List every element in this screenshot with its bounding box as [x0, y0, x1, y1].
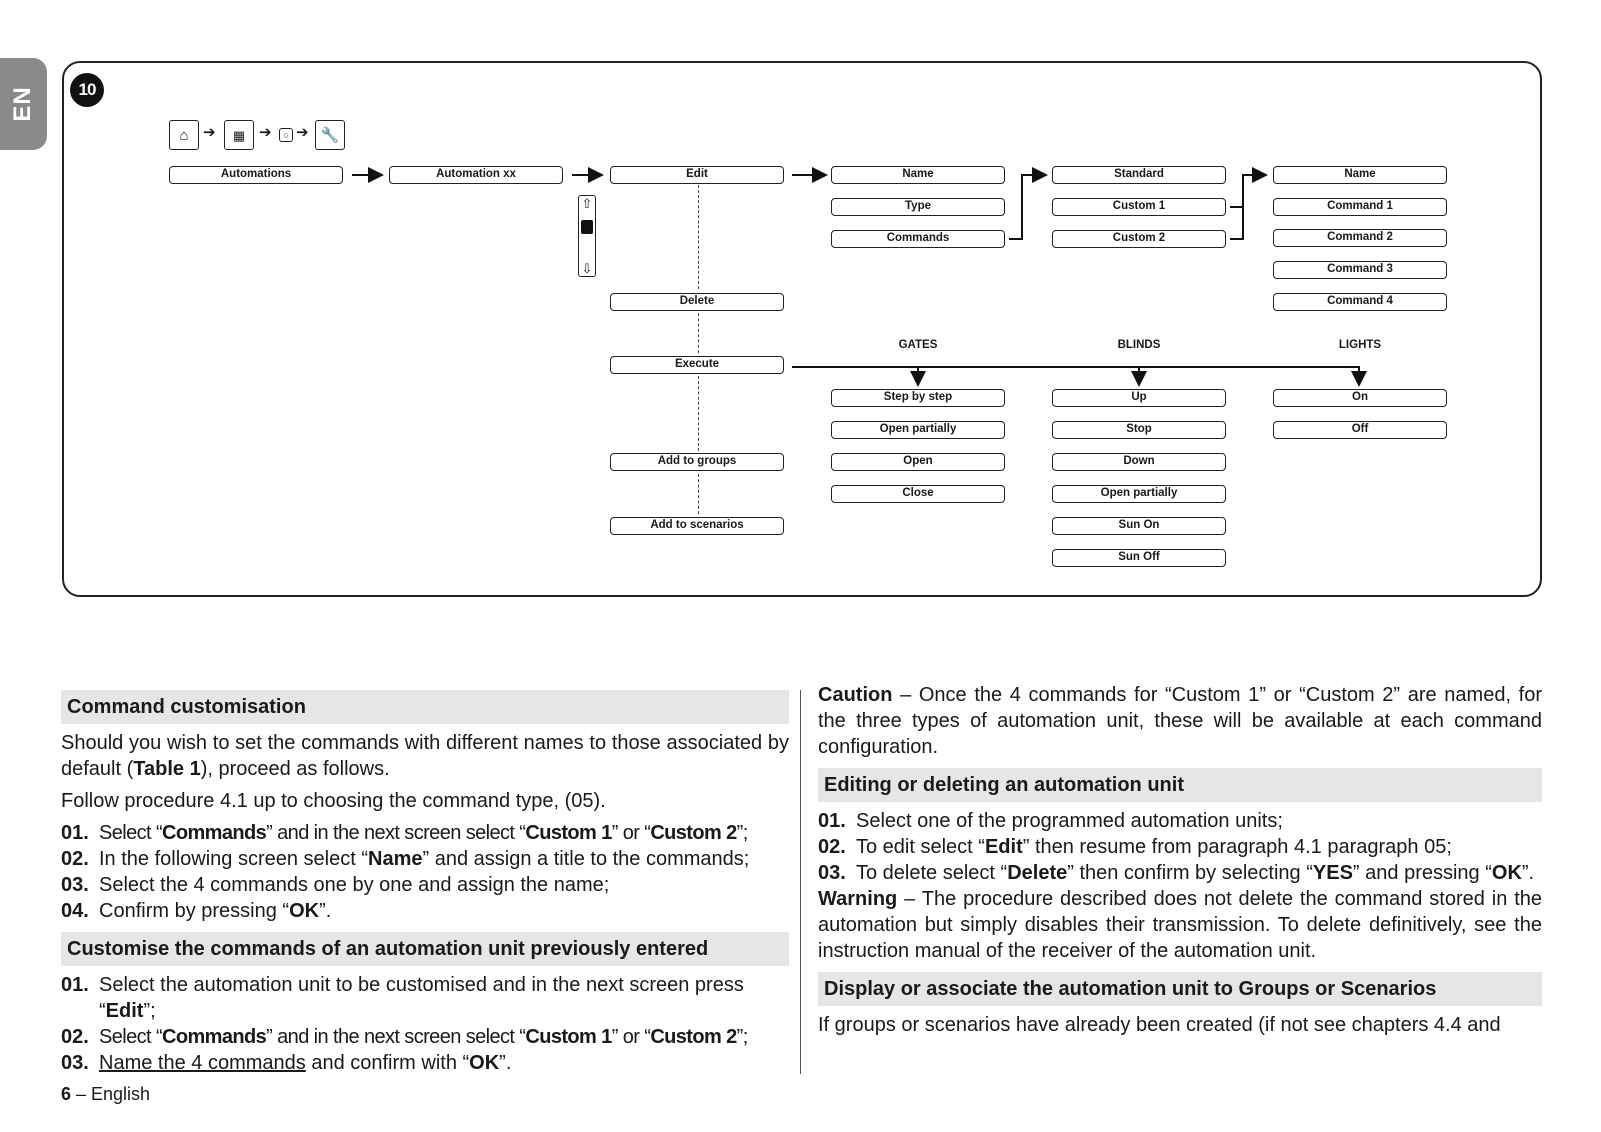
menu-box: Name — [1273, 166, 1447, 184]
left-column — [61, 690, 789, 1076]
dashed-connector — [698, 185, 699, 289]
menu-box: Open — [831, 453, 1005, 471]
warning-paragraph: Warning – The procedure described does not delete the command stored in the automation but simply disables their transmission. To delete definitively, see the instruction manual of the receiver of the automation unit. — [818, 888, 1542, 962]
right-column — [818, 682, 1542, 1044]
dashed-connector — [698, 313, 699, 353]
menu-box: Stop — [1052, 421, 1226, 439]
menu-box: Add to groups — [610, 453, 784, 471]
paragraph: Follow procedure 4.1 up to choosing the command type, (05). — [61, 790, 606, 812]
menu-box: Type — [831, 198, 1005, 216]
menu-box: Open partially — [1052, 485, 1226, 503]
menu-box: Add to scenarios — [610, 517, 784, 535]
menu-box: On — [1273, 389, 1447, 407]
keypad-icon: ▦ — [224, 120, 254, 150]
menu-box: Sun Off — [1052, 549, 1226, 567]
menu-box: Open partially — [831, 421, 1005, 439]
menu-box: Automation xx — [389, 166, 563, 184]
scroll-indicator — [578, 195, 596, 277]
page-footer: 6 – English — [61, 1084, 151, 1104]
menu-box: Up — [1052, 389, 1226, 407]
home-icon: ⌂ — [169, 120, 199, 150]
group-heading: LIGHTS — [1338, 339, 1382, 351]
arrow-up-icon: ⇧ — [581, 196, 593, 211]
paragraph: Should you wish to set the commands with different names to those associated by default (Table 1), proceed as follows. — [61, 732, 789, 780]
menu-box: Command 1 — [1273, 198, 1447, 216]
arrow-right-icon: ➔ — [296, 124, 309, 141]
list-item: 02. To edit select “Edit” then resume from paragraph 4.1 paragraph 05; — [818, 836, 1452, 858]
column-divider — [800, 690, 801, 1074]
menu-box: Edit — [610, 166, 784, 184]
menu-box: Name — [831, 166, 1005, 184]
list-item: 01. Select the automation unit to be customised and in the next screen press “Edit”; — [61, 974, 744, 1022]
arrow-down-icon: ⇩ — [581, 261, 593, 276]
group-heading: GATES — [898, 339, 938, 351]
menu-box: Sun On — [1052, 517, 1226, 535]
list-item: 04. Confirm by pressing “OK”. — [61, 900, 332, 922]
menu-box: Delete — [610, 293, 784, 311]
menu-box: Commands — [831, 230, 1005, 248]
section-heading: Command customisation — [61, 690, 789, 724]
menu-box: Custom 2 — [1052, 230, 1226, 248]
menu-box: Off — [1273, 421, 1447, 439]
list-item: 02. In the following screen select “Name” and assign a title to the commands; — [61, 848, 750, 870]
menu-box: Step by step — [831, 389, 1005, 407]
list-item: 02. Select “Commands” and in the next screen select “Custom 1” or “Custom 2”; — [61, 1026, 748, 1048]
menu-box: Custom 1 — [1052, 198, 1226, 216]
scroll-thumb — [581, 220, 593, 234]
wrench-icon: 🔧 — [315, 120, 345, 150]
list-item: 03. Name the 4 commands and confirm with “OK”. — [61, 1052, 512, 1074]
paragraph: If groups or scenarios have already been created (if not see chapters 4.4 and — [818, 1014, 1501, 1036]
menu-box: Close — [831, 485, 1005, 503]
dashed-connector — [698, 474, 699, 514]
caution-paragraph: Caution – Once the 4 commands for “Custom 1” or “Custom 2” are named, for the three types of automation unit, these will be available at each command configuration. — [818, 684, 1542, 758]
menu-box: Command 2 — [1273, 229, 1447, 247]
arrow-right-icon: ➔ — [259, 124, 272, 141]
group-heading: BLINDS — [1117, 339, 1161, 351]
small-icon: ○ — [279, 128, 293, 142]
dashed-connector — [698, 376, 699, 451]
list-item: 03. To delete select “Delete” then confirm by selecting “YES” and pressing “OK”. — [818, 862, 1535, 884]
menu-box: Command 3 — [1273, 261, 1447, 279]
menu-box: Command 4 — [1273, 293, 1447, 311]
list-item: 01. Select “Commands” and in the next screen select “Custom 1” or “Custom 2”; — [61, 822, 748, 844]
arrow-right-icon: ➔ — [203, 124, 216, 141]
menu-box: Down — [1052, 453, 1226, 471]
menu-box: Automations — [169, 166, 343, 184]
menu-box: Standard — [1052, 166, 1226, 184]
section-heading: Display or associate the automation unit to Groups or Scenarios — [818, 972, 1542, 1006]
list-item: 01. Select one of the programmed automation units; — [818, 810, 1283, 832]
menu-box: Execute — [610, 356, 784, 374]
language-label: EN — [9, 86, 36, 122]
figure-number: 10 — [70, 73, 104, 107]
section-heading: Customise the commands of an automation unit previously entered — [61, 932, 789, 966]
section-heading: Editing or deleting an automation unit — [818, 768, 1542, 802]
list-item: 03. Select the 4 commands one by one and assign the name; — [61, 874, 610, 896]
